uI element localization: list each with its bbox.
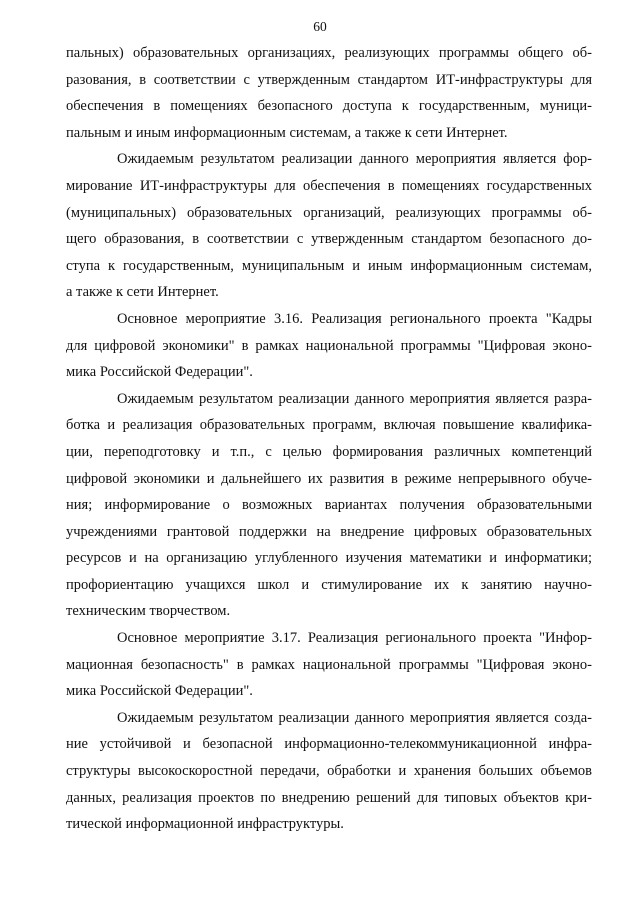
text-line: пальным и иным информационным системам, а также к сети Интернет. — [66, 124, 508, 141]
text-line: разования, в соответствии с утвержденным стандартом ИТ-инфраструктуры для — [66, 71, 592, 88]
text-line: мирование ИТ-инфраструктуры для обеспечения в помещениях государственных — [66, 177, 592, 194]
paragraph-expected-result-personnel — [66, 386, 592, 625]
text-line: цифровой экономики и дальнейшего их развития в режиме непрерывного обуче- — [66, 470, 592, 487]
paragraph-expected-result-security — [66, 705, 592, 838]
text-line: ния; информирование о возможных вариантах получения образовательными — [66, 497, 592, 514]
text-line: данных, реализация проектов по внедрению решений для типовых объектов кри- — [66, 789, 592, 806]
text-line: мика Российской Федерации". — [66, 364, 253, 381]
text-line: техническим творчеством. — [66, 603, 231, 620]
text-line: Ожидаемым результатом реализации данного мероприятия является разра- — [117, 390, 592, 407]
text-line: мационная безопасность" в рамках национальной программы "Цифровая эконо- — [66, 656, 592, 673]
text-line: структуры высокоскоростной передачи, обработки и хранения больших объемов — [66, 763, 592, 780]
text-line: щего образования, в соответствии с утвержденным стандартом безопасного до- — [66, 231, 592, 248]
text-line: обеспечения в помещениях безопасного доступа к государственным, муници- — [66, 98, 592, 115]
text-line: ние устойчивой и безопасной информационно-телекоммуникационной инфра- — [66, 736, 592, 753]
text-line: для цифровой экономики" в рамках национальной программы "Цифровая эконо- — [66, 337, 592, 354]
text-line: учреждениями грантовой поддержки на внедрение цифровых образовательных — [66, 523, 592, 540]
text-line: ресурсов и на организацию углубленного изучения математики и информатики; — [66, 550, 592, 567]
text-line: Основное мероприятие 3.16. Реализация регионального проекта "Кадры — [117, 310, 592, 327]
text-line: мика Российской Федерации". — [66, 683, 253, 700]
text-line: профориентацию учащихся школ и стимулирование их к занятию научно- — [66, 576, 592, 593]
text-line: пальных) образовательных организациях, реализующих программы общего об- — [66, 45, 592, 61]
text-line: тической информационной инфраструктуры. — [66, 816, 344, 833]
paragraph-expected-result-it — [66, 146, 592, 306]
text-line: ступа к государственным, муниципальным и иным информационным системам, — [66, 257, 592, 274]
text-line: Основное мероприятие 3.17. Реализация регионального проекта "Инфор- — [117, 630, 592, 647]
body-text — [66, 40, 592, 838]
paragraph-continuation — [66, 40, 592, 146]
text-line: Ожидаемым результатом реализации данного мероприятия является созда- — [117, 709, 592, 726]
text-line: ботка и реализация образовательных программ, включая повышение квалифика- — [66, 417, 592, 434]
paragraph-activity-3-17 — [66, 625, 592, 705]
text-line: (муниципальных) образовательных организаций, реализующих программы об- — [66, 204, 592, 221]
paragraph-activity-3-16 — [66, 306, 592, 386]
text-line: а также к сети Интернет. — [66, 284, 219, 301]
text-line: Ожидаемым результатом реализации данного мероприятия является фор- — [117, 151, 592, 168]
text-line: ции, переподготовку и т.п., с целью формирования различных компетенций — [66, 443, 592, 460]
page-number: 60 — [313, 19, 327, 34]
